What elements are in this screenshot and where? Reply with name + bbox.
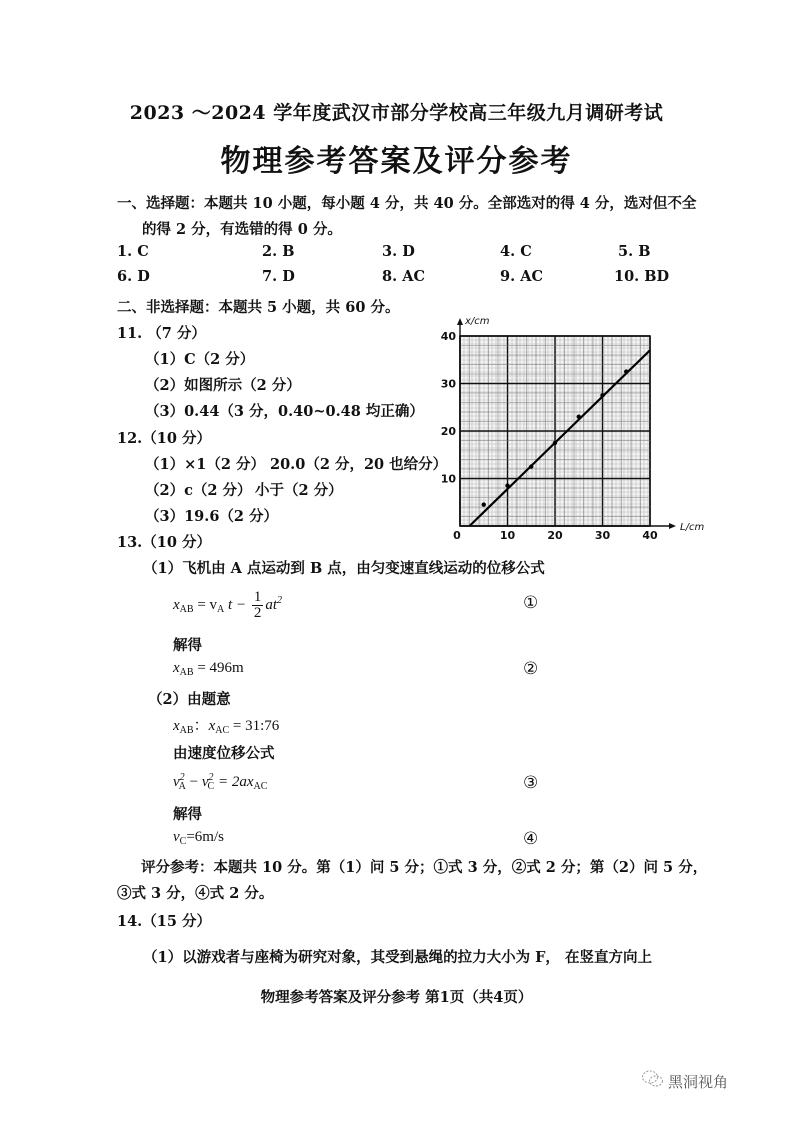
ratio-a-sub: AB: [179, 725, 194, 736]
equation-4: [173, 829, 224, 847]
eq3-b-sub: C: [207, 781, 215, 792]
mc-question-number: 10.: [614, 268, 640, 285]
eq3-b-sup: 2: [208, 772, 214, 783]
data-point: [624, 369, 628, 373]
data-point: [529, 464, 533, 468]
formula-label: 由速度位移公式: [173, 745, 275, 762]
mc-answer-5: [618, 243, 650, 260]
equation-tag-3: ③: [523, 773, 539, 793]
mc-answer-value: D: [282, 268, 295, 285]
mc-question-number: 2.: [262, 243, 278, 260]
eq4-lhs-sub: C: [179, 836, 187, 847]
eq4-rhs: =6m/s: [186, 829, 224, 845]
eq2-lhs-sub: AB: [179, 667, 194, 678]
mc-answer-value: D: [137, 268, 150, 285]
q13-part1-intro: （1）飞机由 A 点运动到 B 点，由匀变速直线运动的位移公式: [143, 560, 545, 577]
mc-answer-7: [262, 268, 295, 285]
mc-answer-value: C: [137, 243, 149, 260]
equation-2: [173, 660, 244, 678]
eq3-rhs-sub: AC: [253, 781, 268, 792]
xL-chart: [430, 310, 705, 550]
scoring-note-line1: 评分参考：本题共 10 分。第（1）问 5 分；①式 3 分，②式 2 分；第（2）问 5 分，: [141, 859, 708, 876]
mc-answer-3: [382, 243, 415, 260]
watermark-text: 黑洞视角: [668, 1073, 729, 1091]
eq2-lhs: x: [173, 660, 180, 676]
x-axis-label: L/cm: [680, 522, 705, 533]
q13-part2-intro: （2）由题意: [148, 691, 231, 708]
wechat-icon: [641, 1068, 665, 1094]
q14-part1-intro: （1）以游戏者与座椅为研究对象，其受到悬绳的拉力大小为 F， 在竖直方向上: [143, 949, 652, 966]
section2-heading: 二、非选择题：本题共 5 小题，共 60 分。: [117, 299, 400, 316]
q13-title: 13.（10 分）: [117, 534, 211, 551]
data-point: [482, 502, 486, 506]
ratio-separator: ：: [193, 718, 209, 734]
eq3-minus: −: [185, 774, 202, 790]
mc-question-number: 5.: [618, 243, 634, 260]
mc-answer-value: D: [402, 243, 415, 260]
mc-question-number: 6.: [117, 268, 133, 285]
ratio-b-sub: AC: [215, 725, 230, 736]
eq3-b: v: [201, 774, 209, 790]
mc-question-number: 9.: [500, 268, 516, 285]
q12-item-1b: 20.0（2 分，20 也给分）: [270, 456, 448, 473]
mc-answer-6: [117, 268, 150, 285]
mc-question-number: 7.: [262, 268, 278, 285]
fraction-denominator: 2: [253, 605, 262, 621]
mc-answer-value: C: [520, 243, 532, 260]
x-tick-label: 20: [547, 529, 563, 542]
scoring-note-line2: ③式 3 分，④式 2 分。: [117, 885, 274, 902]
x-tick-label: 40: [642, 529, 658, 542]
eq1-rhs-a-sub: A: [217, 603, 225, 615]
eq1-rhs-c: at: [265, 596, 277, 613]
eq2-rhs: = 496m: [197, 660, 244, 676]
mc-answer-value: B: [282, 243, 295, 260]
q11-title: 11. （7 分）: [117, 325, 206, 342]
x-tick-label: 30: [594, 529, 611, 542]
data-point: [600, 393, 604, 397]
equation-tag-4: ④: [523, 829, 539, 849]
mc-answer-10: [614, 268, 669, 285]
y-axis-arrow: [457, 318, 463, 325]
eq3-a: v: [173, 774, 180, 790]
document-title: 物理参考答案及评分参考: [220, 144, 573, 179]
x-tick-label: 0: [453, 529, 461, 542]
eq3-a-sub: A: [178, 781, 186, 792]
solve-label-2: 解得: [173, 806, 202, 823]
eq1-lhs: x: [173, 596, 180, 613]
data-point: [577, 415, 581, 419]
y-tick-label: 40: [440, 330, 456, 343]
equation-3: [173, 772, 267, 792]
mc-question-number: 1.: [117, 243, 133, 260]
page-footer: 物理参考答案及评分参考 第1页（共4页）: [260, 989, 533, 1006]
eq1-fraction: [252, 590, 264, 621]
y-axis-label: x/cm: [465, 316, 490, 327]
ratio-b: x: [208, 718, 216, 734]
fraction-numerator: 1: [253, 589, 262, 605]
data-point: [505, 483, 509, 487]
mc-answer-2: [262, 243, 294, 260]
exam-title: 2023 ～2024 学年度武汉市部分学校高三年级九月调研考试: [129, 102, 664, 124]
mc-answer-9: [500, 268, 543, 285]
q11-item-3: （3）0.44（3 分，0.40~0.48 均正确）: [145, 403, 424, 420]
ratio-a: x: [173, 718, 180, 734]
eq3-a-sup: 2: [179, 772, 185, 783]
q12-item-1a: （1）×1（2 分）: [145, 456, 265, 473]
section1-heading-line1: 一、选择题：本题共 10 小题，每小题 4 分，共 40 分。全部选对的得 4 分，选对但不全: [117, 195, 697, 212]
eq1-rhs-c-sup: 2: [277, 594, 282, 606]
eq4-lhs: v: [173, 829, 180, 845]
x-tick-label: 10: [499, 529, 516, 542]
eq1-lhs-sub: AB: [179, 603, 194, 615]
x-axis-arrow: [669, 523, 676, 529]
y-tick-label: 10: [440, 472, 456, 486]
mc-answer-4: [500, 243, 532, 260]
q12-item-2a: （2）c（2 分）: [145, 482, 252, 499]
eq3-rhs: = 2ax: [217, 774, 254, 790]
q12-item-2b: 小于（2 分）: [255, 482, 343, 499]
y-tick-label: 30: [440, 377, 456, 391]
mc-question-number: 4.: [500, 243, 516, 260]
equation-ratio: [173, 714, 279, 736]
section1-heading-line2: 的得 2 分，有选错的得 0 分。: [142, 221, 342, 238]
mc-question-number: 8.: [382, 268, 398, 285]
solve-label-1: 解得: [173, 637, 202, 654]
q12-title: 12.（10 分）: [117, 430, 211, 447]
mc-question-number: 3.: [382, 243, 398, 260]
equation-1: [173, 590, 282, 621]
mc-answer-value: B: [638, 243, 651, 260]
q11-item-2: （2）如图所示（2 分）: [145, 377, 301, 394]
mc-answer-8: [382, 268, 425, 285]
ratio-rhs: = 31:76: [232, 718, 280, 734]
mc-answer-value: BD: [644, 268, 670, 285]
mc-answer-value: AC: [402, 268, 425, 285]
q14-title: 14.（15 分）: [117, 913, 211, 930]
y-tick-label: 20: [440, 425, 456, 438]
chart-grid: [457, 318, 676, 529]
eq1-rhs-b: t −: [228, 596, 247, 613]
equation-tag-1: ①: [523, 593, 539, 613]
equation-tag-2: ②: [523, 659, 539, 679]
mc-answer-value: AC: [520, 268, 543, 285]
mc-answer-1: [117, 243, 149, 260]
eq1-rhs-a: = v: [197, 596, 218, 613]
q11-item-1: （1）C（2 分）: [145, 351, 255, 368]
q12-item-3a: （3）19.6（2 分）: [145, 508, 279, 525]
data-point: [553, 441, 557, 445]
